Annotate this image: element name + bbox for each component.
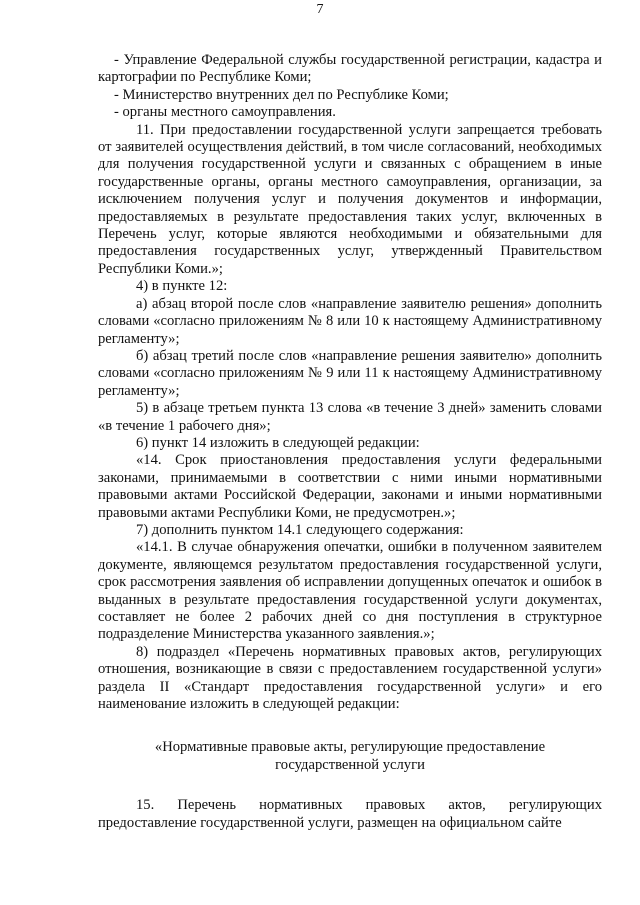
- paragraph-14: «14. Срок приостановления предоставления услуги федеральными законами, принимаемыми в соответствии с ними иными нормативными правовыми актами Российской Федерации, законами и иными нормативными правовыми актами Республики Коми, не предусмотрен.»;: [98, 452, 602, 521]
- paragraph-amendment-7: 7) дополнить пунктом 14.1 следующего содержания:: [136, 521, 464, 538]
- document-body: [98, 52, 602, 832]
- paragraph-amendment-4a: а) абзац второй после слов «направление заявителю решения» дополнить словами «согласно приложениям № 8 или 10 к настоящему Административному регламенту»;: [98, 295, 602, 347]
- paragraph-11: 11. При предоставлении государственной услуги запрещается требовать от заявителей осуществления действий, в том числе согласований, необходимых для получения государственной услуги и связанных с обращением в иные государственные органы, органы местного самоуправления, организации, за исключением получения услуг и получения документов и информации, предоставляемых в результате предоставления таких услуг, включенных в Перечень услуг, которые являются необходимыми и обязательными для предоставления государственных услуг, утвержденный Правительством Республики Коми.»;: [98, 121, 602, 277]
- paragraph-amendment-4: 4) в пункте 12:: [136, 278, 228, 295]
- paragraph-amendment-8: 8) подраздел «Перечень нормативных правовых актов, регулирующих отношения, возникающие в связи с предоставлением государственной услуги» раздела II «Стандарт предоставления государственной услуги» и его наименование изложить в следующей редакции:: [98, 643, 602, 713]
- paragraph-list-item-1: - Управление Федеральной службы государственной регистрации, кадастра и картографии по Республике Коми;: [98, 52, 602, 86]
- paragraph-15: 15. Перечень нормативных правовых актов, регулирующих предоставление государственной услуги, размещен на официальном сайте: [98, 797, 602, 831]
- paragraph-list-item-3: - органы местного самоуправления.: [114, 104, 336, 121]
- section-heading: «Нормативные правовые акты, регулирующие предоставление государственной услуги: [154, 739, 546, 773]
- paragraph-amendment-5: 5) в абзаце третьем пункта 13 слова «в течение 3 дней» заменить словами «в течение 1 рабочего дня»;: [98, 400, 602, 434]
- paragraph-14-1: «14.1. В случае обнаружения опечатки, ошибки в полученном заявителем документе, являющемся результатом предоставления государственной услуги, срок рассмотрения заявления об исправлении допущенных опечаток и ошибок в выданных в результате предоставления государственной услуги документах, составляет не более 2 рабочих дней со дня поступления в структурное подразделение Министерства указанного заявления.»;: [98, 539, 602, 643]
- paragraph-list-item-2: - Министерство внутренних дел по Республике Коми;: [114, 86, 449, 103]
- page-number: 7: [316, 2, 324, 17]
- paragraph-amendment-4b: б) абзац третий после слов «направление решения заявителю» дополнить словами «согласно приложениям № 9 или 11 к настоящему Административному регламенту»;: [98, 347, 602, 399]
- paragraph-amendment-6: 6) пункт 14 изложить в следующей редакции:: [136, 434, 420, 451]
